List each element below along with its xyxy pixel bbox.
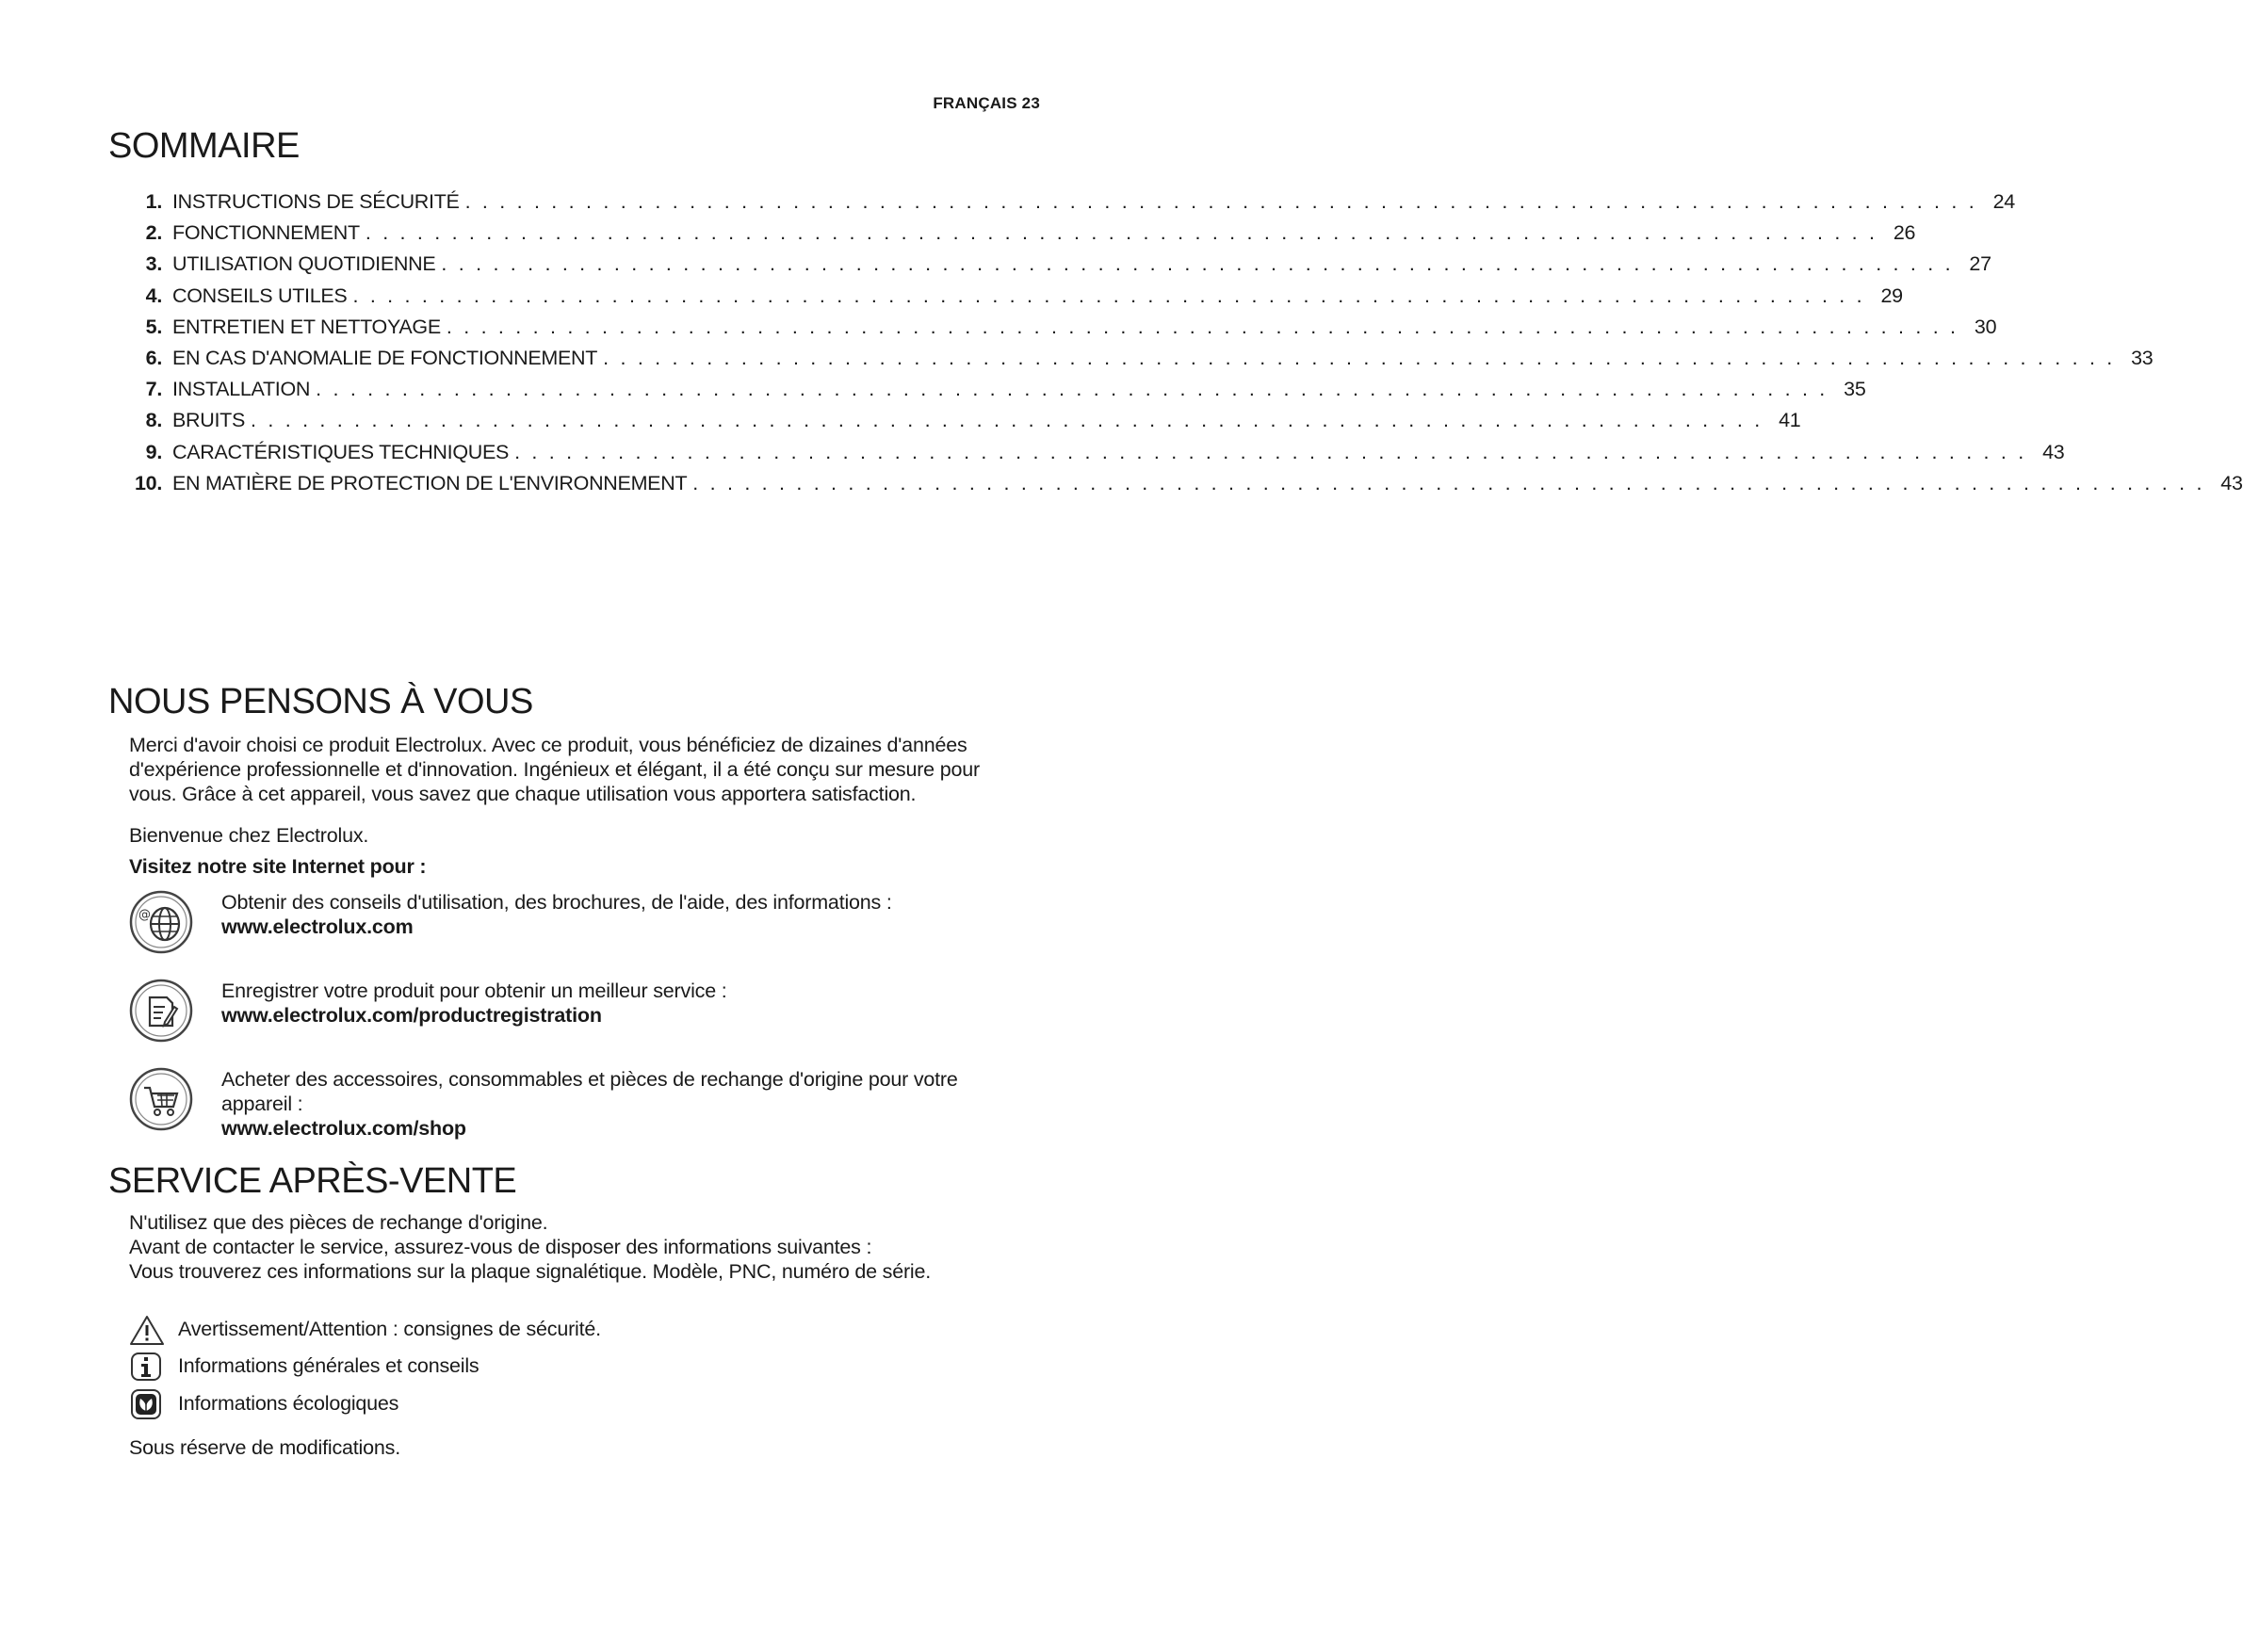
- toc-item[interactable]: [111, 283, 1903, 316]
- greeting-text: Bienvenue chez Electrolux.: [129, 824, 369, 847]
- toc-leader-dots: . . . . . . . . . . . . . . . . . . . . . . . . . . . . . . . . . . . . . . . . . . . . . . . . . . . . . . . . . . . . . . . . . . . . . . . . . . . . . . . . . . . . . . . .: [352, 283, 1865, 307]
- welcome-intro: [129, 733, 1062, 806]
- toc-item-label: CONSEILS UTILES: [172, 283, 348, 307]
- service-line: N'utilisez que des pièces de rechange d'origine.: [129, 1211, 548, 1234]
- link-url[interactable]: www.electrolux.com: [221, 915, 414, 938]
- toc-leader-dots: . . . . . . . . . . . . . . . . . . . . . . . . . . . . . . . . . . . . . . . . . . . . . . . . . . . . . . . . . . . . . . . . . . . . . . . . . . . . . . . . . . . . . . . .: [464, 190, 1977, 213]
- toc-item-page: 35: [1844, 378, 1866, 401]
- service-title: SERVICE APRÈS-VENTE: [108, 1161, 517, 1201]
- service-line: Vous trouverez ces informations sur la plaque signalétique. Modèle, PNC, numéro de série.: [129, 1260, 932, 1283]
- toc-title: SOMMAIRE: [108, 126, 300, 166]
- toc-item-number: 6.: [145, 346, 162, 369]
- warning-icon: [129, 1314, 165, 1346]
- toc-item-page: 41: [1779, 409, 1801, 432]
- toc-item-label: INSTRUCTIONS DE SÉCURITÉ: [172, 190, 460, 213]
- legend-text: Informations écologiques: [178, 1392, 399, 1415]
- service-text: [129, 1210, 1062, 1284]
- footnote-block: [129, 1435, 1062, 1460]
- toc-leader-dots: . . . . . . . . . . . . . . . . . . . . . . . . . . . . . . . . . . . . . . . . . . . . . . . . . . . . . . . . . . . . . . . . . . . . . . . . . . . . . . . . . . . . . . . .: [692, 471, 2205, 494]
- registration-icon: [129, 979, 193, 1043]
- info-icon: [129, 1351, 165, 1383]
- page-header: FRANÇAIS 23: [933, 94, 1040, 112]
- toc-item-number: 1.: [145, 190, 162, 213]
- toc-item-number: 3.: [145, 252, 162, 276]
- welcome-greeting: [129, 823, 1062, 848]
- toc-leader-dots: . . . . . . . . . . . . . . . . . . . . . . . . . . . . . . . . . . . . . . . . . . . . . . . . . . . . . . . . . . . . . . . . . . . . . . . . . . . . . . . . . . . . . . . .: [316, 378, 1829, 401]
- link-description: Enregistrer votre produit pour obtenir un meilleur service :: [221, 980, 727, 1002]
- toc-item-label: UTILISATION QUOTIDIENNE: [172, 252, 436, 276]
- globe-icon: [129, 890, 193, 954]
- toc-item[interactable]: [111, 409, 1801, 440]
- toc-item-label: BRUITS: [172, 409, 246, 432]
- link-text: [221, 1067, 1050, 1141]
- intro-line: Merci d'avoir choisi ce produit Electrolux. Avec ce produit, vous bénéficiez de dizaines d'années: [129, 734, 967, 756]
- link-text: [221, 890, 1050, 939]
- legend-text: Avertissement/Attention : consignes de sécurité.: [178, 1318, 601, 1340]
- toc-item-label: ENTRETIEN ET NETTOYAGE: [172, 315, 441, 338]
- toc-item[interactable]: [111, 315, 1997, 347]
- shopping-cart-icon: [129, 1067, 193, 1131]
- link-url[interactable]: www.electrolux.com/shop: [221, 1117, 466, 1140]
- link-url[interactable]: www.electrolux.com/productregistration: [221, 1004, 602, 1027]
- service-line: Avant de contacter le service, assurez-vous de disposer des informations suivantes :: [129, 1236, 872, 1258]
- toc-leader-dots: . . . . . . . . . . . . . . . . . . . . . . . . . . . . . . . . . . . . . . . . . . . . . . . . . . . . . . . . . . . . . . . . . . . . . . . . . . . . . . . . . . . . . . . .: [514, 440, 2027, 463]
- toc-item-page: 27: [1969, 252, 1991, 276]
- table-of-contents: [111, 190, 2243, 503]
- link-description: Obtenir des conseils d'utilisation, des brochures, de l'aide, des informations :: [221, 891, 892, 914]
- toc-leader-dots: . . . . . . . . . . . . . . . . . . . . . . . . . . . . . . . . . . . . . . . . . . . . . . . . . . . . . . . . . . . . . . . . . . . . . . . . . . . . . . . . . . . . . . . .: [446, 315, 1959, 338]
- toc-item-number: 8.: [145, 409, 162, 432]
- toc-item[interactable]: [111, 378, 1866, 409]
- toc-item[interactable]: [111, 440, 2065, 472]
- toc-item-number: 2.: [145, 221, 162, 245]
- toc-item[interactable]: [111, 190, 2015, 221]
- toc-item-page: 33: [2131, 346, 2154, 369]
- toc-item-page: 29: [1880, 283, 1903, 307]
- svg-text:@: @: [138, 908, 151, 922]
- toc-leader-dots: . . . . . . . . . . . . . . . . . . . . . . . . . . . . . . . . . . . . . . . . . . . . . . . . . . . . . . . . . . . . . . . . . . . . . . . . . . . . . . . . . . . . . . . .: [441, 252, 1954, 276]
- toc-item-label: INSTALLATION: [172, 378, 311, 401]
- link-description: Acheter des accessoires, consommables et pièces de rechange d'origine pour votre: [221, 1068, 958, 1091]
- visit-heading: Visitez notre site Internet pour :: [129, 855, 427, 878]
- visit-heading-block: [129, 854, 1062, 879]
- toc-item-label: FONCTIONNEMENT: [172, 221, 360, 245]
- intro-line: vous. Grâce à cet appareil, vous savez que chaque utilisation vous apportera satisfaction.: [129, 783, 917, 805]
- link-description: appareil :: [221, 1093, 303, 1115]
- toc-item-number: 10.: [135, 471, 162, 494]
- toc-leader-dots: . . . . . . . . . . . . . . . . . . . . . . . . . . . . . . . . . . . . . . . . . . . . . . . . . . . . . . . . . . . . . . . . . . . . . . . . . . . . . . . . . . . . . . . .: [603, 346, 2116, 369]
- toc-item[interactable]: [111, 346, 2154, 378]
- toc-item[interactable]: [111, 252, 1991, 283]
- toc-item[interactable]: [111, 221, 1916, 252]
- welcome-title: NOUS PENSONS À VOUS: [108, 682, 533, 721]
- toc-item-number: 9.: [145, 440, 162, 463]
- toc-item-page: 30: [1974, 315, 1997, 338]
- footnote: Sous réserve de modifications.: [129, 1436, 400, 1459]
- intro-line: d'expérience professionnelle et d'innovation. Ingénieux et élégant, il a été conçu sur mesure pour: [129, 758, 980, 781]
- toc-item-label: CARACTÉRISTIQUES TECHNIQUES: [172, 440, 510, 463]
- toc-item-number: 7.: [145, 378, 162, 401]
- toc-item-page: 43: [2042, 440, 2065, 463]
- toc-leader-dots: . . . . . . . . . . . . . . . . . . . . . . . . . . . . . . . . . . . . . . . . . . . . . . . . . . . . . . . . . . . . . . . . . . . . . . . . . . . . . . . . . . . . . . . .: [365, 221, 1878, 245]
- toc-leader-dots: . . . . . . . . . . . . . . . . . . . . . . . . . . . . . . . . . . . . . . . . . . . . . . . . . . . . . . . . . . . . . . . . . . . . . . . . . . . . . . . . . . . . . . . .: [251, 409, 1764, 432]
- toc-item-label: EN MATIÈRE DE PROTECTION DE L'ENVIRONNEMENT: [172, 471, 688, 494]
- eco-leaf-icon: [129, 1388, 165, 1420]
- toc-item-label: EN CAS D'ANOMALIE DE FONCTIONNEMENT: [172, 346, 598, 369]
- toc-item-page: 43: [2220, 471, 2243, 494]
- toc-item-number: 5.: [145, 315, 162, 338]
- toc-item[interactable]: [111, 471, 2243, 503]
- toc-item-page: 24: [1992, 190, 2015, 213]
- legend-text: Informations générales et conseils: [178, 1354, 479, 1377]
- toc-item-number: 4.: [145, 283, 162, 307]
- toc-item-page: 26: [1893, 221, 1916, 245]
- link-text: [221, 979, 1050, 1028]
